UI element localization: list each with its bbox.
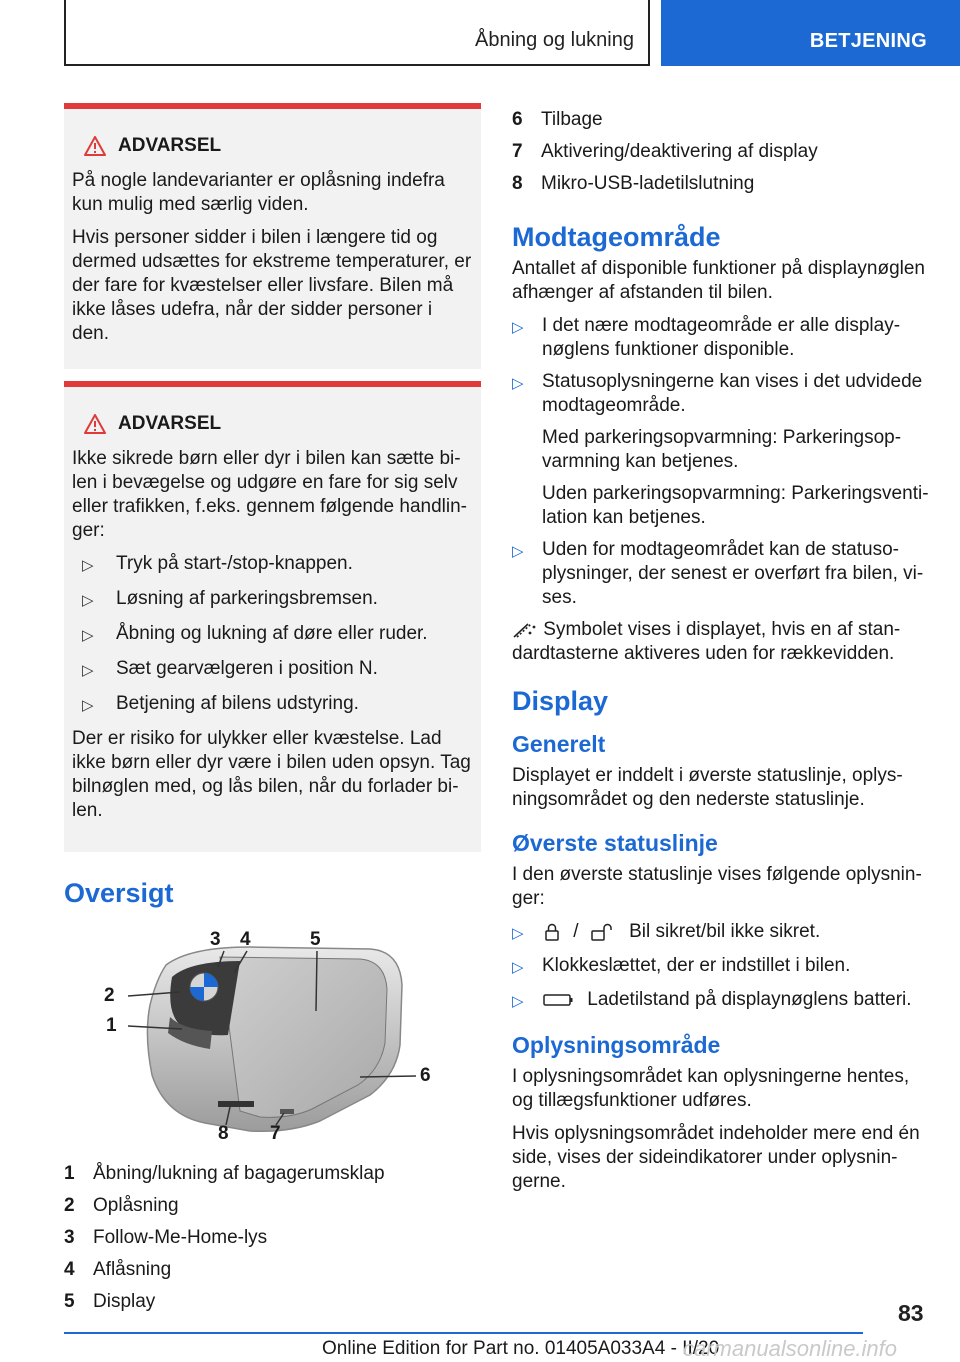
list-item: ▷ Sæt gearvælgeren i position N.	[72, 657, 473, 683]
bullet-triangle-icon: ▷	[82, 557, 94, 574]
warning-box-2	[64, 381, 481, 852]
parts-list	[64, 1162, 481, 1314]
reception-intro: Antallet af disponible funktioner på displaynøglen afhænger af afstanden til bilen.	[512, 258, 925, 303]
warning-text: Hvis personer sidder i bilen i længere tid og dermed udsættes for ekstreme temperaturer, er der fare for kvæstelser eller livsfare. Bilen må ikke låses udefra, når der sidder personer i den.	[72, 227, 472, 344]
general-heading: Generelt	[512, 731, 606, 757]
lock-open-icon	[590, 922, 616, 942]
list-item: ▷ Klokkeslættet, der er indstillet i bilen.	[512, 954, 932, 980]
list-item: 8 Mikro-USB-ladetilslutning	[512, 173, 755, 194]
chapter-tab	[661, 0, 960, 66]
bullet-triangle-icon: ▷	[512, 925, 524, 942]
list-item: 4 Aflåsning	[64, 1259, 172, 1280]
warning-title: ADVARSEL	[118, 135, 222, 156]
callout-7: 7	[270, 1123, 281, 1144]
top-bar-heading: Øverste statuslinje	[512, 830, 718, 856]
general-text: Displayet er inddelt i øverste statuslinje, oplysningsområdet og den nederste statuslinje.	[512, 765, 903, 810]
reception-list	[512, 314, 932, 610]
bullet-triangle-icon: ▷	[512, 959, 524, 976]
battery-icon	[542, 992, 574, 1008]
list-item: ▷ / Bil sikret/bil ikke sikret.	[512, 920, 932, 946]
section-title: Åbning og lukning	[474, 28, 634, 51]
callout-3: 3	[210, 929, 221, 950]
list-item: ▷ Uden for modtageområdet kan de statusoplysninger, der senest er overført fra bilen, vises.	[512, 539, 924, 608]
list-item: 1 Åbning/lukning af bagagerumsklap	[64, 1163, 385, 1184]
page-number: 83	[898, 1300, 924, 1326]
warning-list	[72, 552, 473, 718]
chapter-title: BETJENING	[809, 29, 927, 52]
reception-heading: Modtageområde	[512, 222, 721, 252]
parts-list-continued	[512, 108, 932, 196]
edition-text: Online Edition for Part no. 01405A033A4 - II/20	[322, 1338, 720, 1359]
warning-header	[84, 413, 473, 435]
warning-text: Der er risiko for ulykker eller kvæstelse. Lad ikke børn eller dyr være i bilen uden opsyn. Tag bilnøglen med, og lås bilen, når du forlader bilen.	[72, 728, 471, 821]
warning-box-1	[64, 103, 481, 369]
left-column	[64, 103, 481, 1322]
warning-triangle-icon	[84, 136, 106, 156]
lock-closed-icon	[542, 922, 562, 942]
key-drawing	[100, 925, 440, 1150]
list-item: 5 Display	[64, 1291, 156, 1312]
info-text: Hvis oplysningsområdet indeholder mere end én side, vises der sideindikatorer under oplysningerne.	[512, 1123, 920, 1192]
list-item: ▷ Åbning og lukning af døre eller ruder.	[72, 622, 473, 648]
callout-6: 6	[420, 1065, 431, 1086]
callout-5: 5	[310, 929, 321, 950]
warning-header	[84, 135, 473, 157]
display-key-illustration	[100, 925, 440, 1150]
list-item: 2 Oplåsning	[64, 1195, 179, 1216]
info-area-heading: Oplysningsområde	[512, 1032, 721, 1058]
watermark: carmanualsonline.info	[683, 1336, 898, 1361]
display-heading: Display	[512, 686, 609, 716]
warning-title: ADVARSEL	[118, 413, 222, 434]
bullet-triangle-icon: ▷	[82, 662, 94, 679]
list-item: 3 Follow-Me-Home-lys	[64, 1227, 268, 1248]
warning-text: Ikke sikrede børn eller dyr i bilen kan sætte bilen i bevægelse og udgøre en fare for sig selv eller trafikken, f.eks. gennem følgende handlinger:	[72, 448, 467, 541]
bullet-triangle-icon: ▷	[512, 319, 524, 336]
list-item: ▷ Tryk på start-/stop-knappen.	[72, 552, 473, 578]
bullet-triangle-icon: ▷	[82, 697, 94, 714]
list-item: ▷ Ladetilstand på displaynøglens batteri.	[512, 988, 932, 1014]
callout-4: 4	[240, 929, 251, 950]
top-bar-list	[512, 920, 932, 1014]
list-item: ▷ I det nære modtageområde er alle displaynøglens funktioner disponible.	[512, 315, 901, 360]
list-item: ▷ Statusoplysningerne kan vises i det udvidede modtageområde. Med parkeringsopvarmning: Parkeringsopvarmning kan betjenes. Uden parkeringsopvarmning: Parkeringsventilation kan betjenes.	[512, 371, 929, 528]
list-item: 7 Aktivering/deaktivering af display	[512, 141, 818, 162]
callout-2: 2	[104, 985, 115, 1006]
bullet-triangle-icon: ▷	[82, 627, 94, 644]
section-header	[64, 0, 650, 66]
top-bar-intro: I den øverste statuslinje vises følgende oplysninger:	[512, 864, 922, 909]
overview-heading: Oversigt	[64, 878, 174, 908]
symbol-note: Symbolet vises i displayet, hvis en af standardtasterne aktiveres uden for rækkevidden.	[512, 619, 901, 664]
list-item: 6 Tilbage	[512, 109, 603, 130]
info-text: I oplysningsområdet kan oplysningerne hentes, og tillægsfunktioner udføres.	[512, 1066, 910, 1111]
warning-triangle-icon	[84, 414, 106, 434]
out-of-range-icon	[512, 621, 538, 639]
callout-8: 8	[218, 1123, 229, 1144]
list-item: ▷ Betjening af bilens udstyring.	[72, 692, 473, 718]
bullet-triangle-icon: ▷	[512, 993, 524, 1010]
callout-1: 1	[106, 1015, 117, 1036]
right-column	[512, 108, 932, 1203]
list-item: ▷ Løsning af parkeringsbremsen.	[72, 587, 473, 613]
bullet-triangle-icon: ▷	[82, 592, 94, 609]
footer-rule	[64, 1332, 863, 1334]
bullet-triangle-icon: ▷	[512, 543, 524, 560]
bullet-triangle-icon: ▷	[512, 375, 524, 392]
warning-text: På nogle landevarianter er oplåsning indefra kun mulig med særlig viden.	[72, 170, 445, 215]
